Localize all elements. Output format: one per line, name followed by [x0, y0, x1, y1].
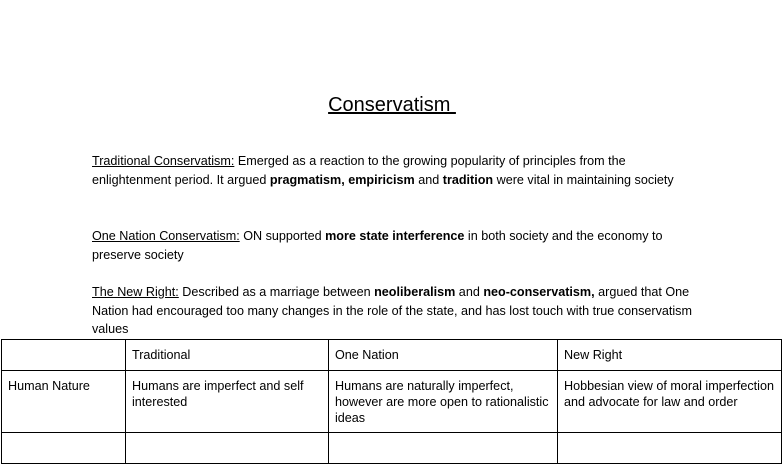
- paragraph-text: were vital in maintaining society: [493, 172, 674, 187]
- bold-term: pragmatism, empiricism: [269, 172, 415, 187]
- page-title: Conservatism: [328, 94, 456, 116]
- paragraph-text: Described as a marriage between: [178, 285, 375, 299]
- table-cell: [126, 433, 329, 464]
- one-nation-conservatism-paragraph: [92, 227, 697, 264]
- table-cell: Humans are imperfect and self interested: [126, 371, 329, 433]
- table-row: [2, 371, 782, 433]
- table-cell: [2, 433, 126, 464]
- bold-term: neoliberalism: [374, 285, 456, 299]
- table-header-cell-empty: [2, 340, 126, 371]
- paragraph-text: in both society and the economy to preserve society: [92, 229, 663, 262]
- comparison-table: [1, 339, 782, 464]
- traditional-conservatism-heading: Traditional Conservatism:: [92, 154, 235, 168]
- paragraph-text: argued that One Nation had encouraged too many changes in the role of the state, and has lost touch with true conservatism values: [92, 285, 692, 337]
- table-row: [2, 433, 782, 464]
- bold-term: neo-conservatism,: [483, 285, 595, 299]
- traditional-conservatism-paragraph: [92, 152, 697, 189]
- bold-term: tradition: [442, 172, 494, 187]
- bold-term: more state interference: [325, 229, 465, 243]
- new-right-paragraph: [92, 283, 697, 339]
- table-cell: [558, 433, 782, 464]
- paragraph-text: ON supported: [239, 229, 326, 243]
- table-cell: Humans are naturally imperfect, however are more open to rationalistic ideas: [329, 371, 558, 433]
- table-header-one-nation: One Nation: [329, 340, 558, 371]
- table-header-new-right: New Right: [558, 340, 782, 371]
- table-cell: Hobbesian view of moral imperfection and advocate for law and order: [558, 371, 782, 433]
- table-cell: [329, 433, 558, 464]
- row-label-human-nature: Human Nature: [2, 371, 126, 433]
- table-header-traditional: Traditional: [126, 340, 329, 371]
- paragraph-text: Emerged as a reaction to the growing popularity of principles from the enlightenment period. It argued: [92, 154, 626, 187]
- new-right-heading: The New Right:: [92, 285, 179, 299]
- one-nation-conservatism-heading: One Nation Conservatism:: [92, 229, 240, 243]
- paragraph-text: and: [414, 172, 443, 187]
- paragraph-text: and: [455, 285, 484, 299]
- table-header-row: [2, 340, 782, 371]
